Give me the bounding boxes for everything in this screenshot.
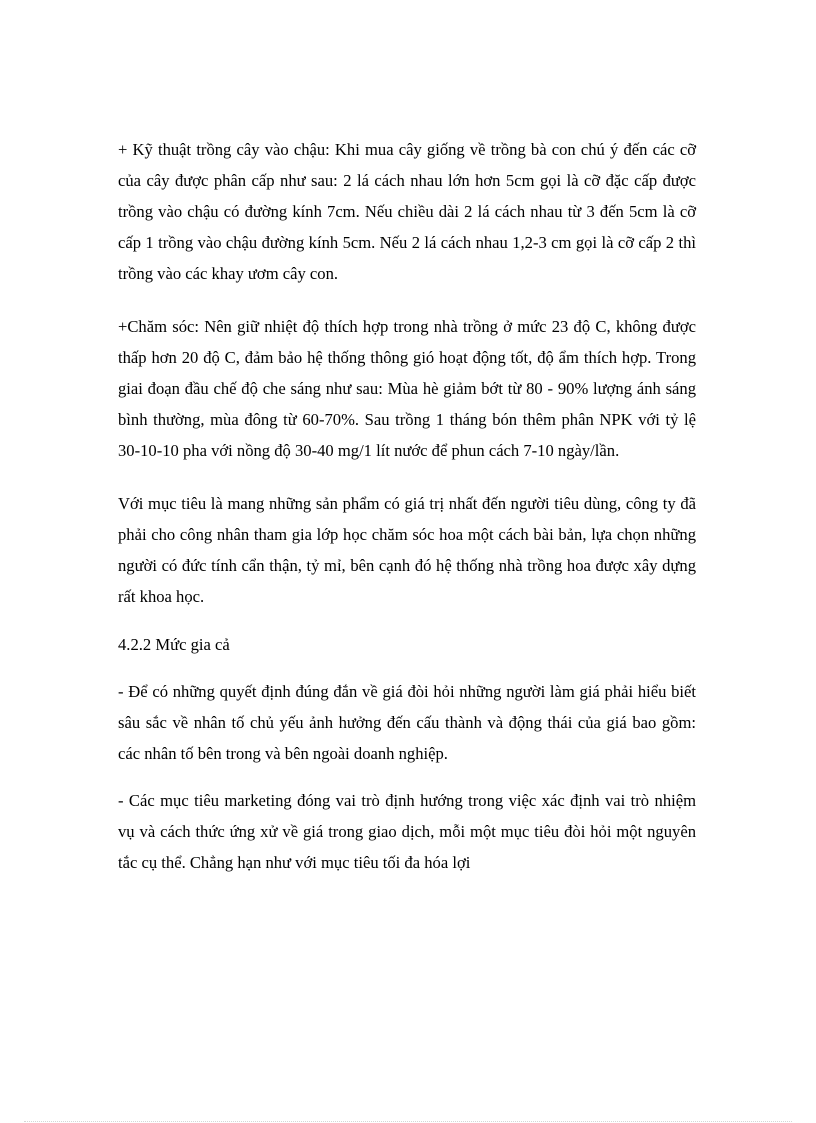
section-heading: 4.2.2 Mức gia cả: [118, 635, 230, 654]
paragraph-pricing-decisions: - Để có những quyết định đúng đắn về giá đòi hỏi những người làm giá phải hiểu biết sâu sắc về nhân tố chủ yếu ảnh hưởng đến cấu thành và động thái của giá bao gồm: các nhân tố bên trong và bên ngoài doanh nghiệp.: [118, 682, 696, 763]
paragraph-planting-technique: + Kỹ thuật trồng cây vào chậu: Khi mua cây giống về trồng bà con chú ý đến các cỡ của cây được phân cấp như sau: 2 lá cách nhau lớn hơn 5cm gọi là cỡ đặc cấp được trồng vào chậu có đường kính 7cm. Nếu chiều dài 2 lá cách nhau từ 3 đến 5cm là cỡ cấp 1 trồng vào chậu đường kính 5cm. Nếu 2 lá cách nhau 1,2-3 cm gọi là cỡ cấp 2 thì trồng vào các khay ươm cây con.: [118, 140, 696, 283]
document-body: [118, 134, 696, 878]
paragraph-company-goal: Với mục tiêu là mang những sản phẩm có giá trị nhất đến người tiêu dùng, công ty đã phải cho công nhân tham gia lớp học chăm sóc hoa một cách bài bản, lựa chọn những người có đức tính cẩn thận, tỷ mỉ, bên cạnh đó hệ thống nhà trồng hoa được xây dựng rất khoa học.: [118, 494, 696, 606]
paragraph-marketing-goals: - Các mục tiêu marketing đóng vai trò định hướng trong việc xác định vai trò nhiệm vụ và cách thức ứng xử về giá trong giao dịch, mỗi một mục tiêu đòi hỏi một nguyên tắc cụ thể. Chẳng hạn như với mục tiêu tối đa hóa lợi: [118, 791, 696, 872]
page-bottom-rule: [24, 1121, 792, 1122]
paragraph-care: +Chăm sóc: Nên giữ nhiệt độ thích hợp trong nhà trồng ở mức 23 độ C, không được thấp hơn 20 độ C, đảm bảo hệ thống thông gió hoạt động tốt, độ ẩm thích hợp. Trong giai đoạn đầu chế độ che sáng như sau: Mùa hè giảm bớt từ 80 - 90% lượng ánh sáng bình thường, mùa đông từ 60-70%. Sau trồng 1 tháng bón thêm phân NPK với tỷ lệ 30-10-10 pha với nồng độ 30-40 mg/1 lít nước để phun cách 7-10 ngày/lần.: [118, 317, 696, 460]
